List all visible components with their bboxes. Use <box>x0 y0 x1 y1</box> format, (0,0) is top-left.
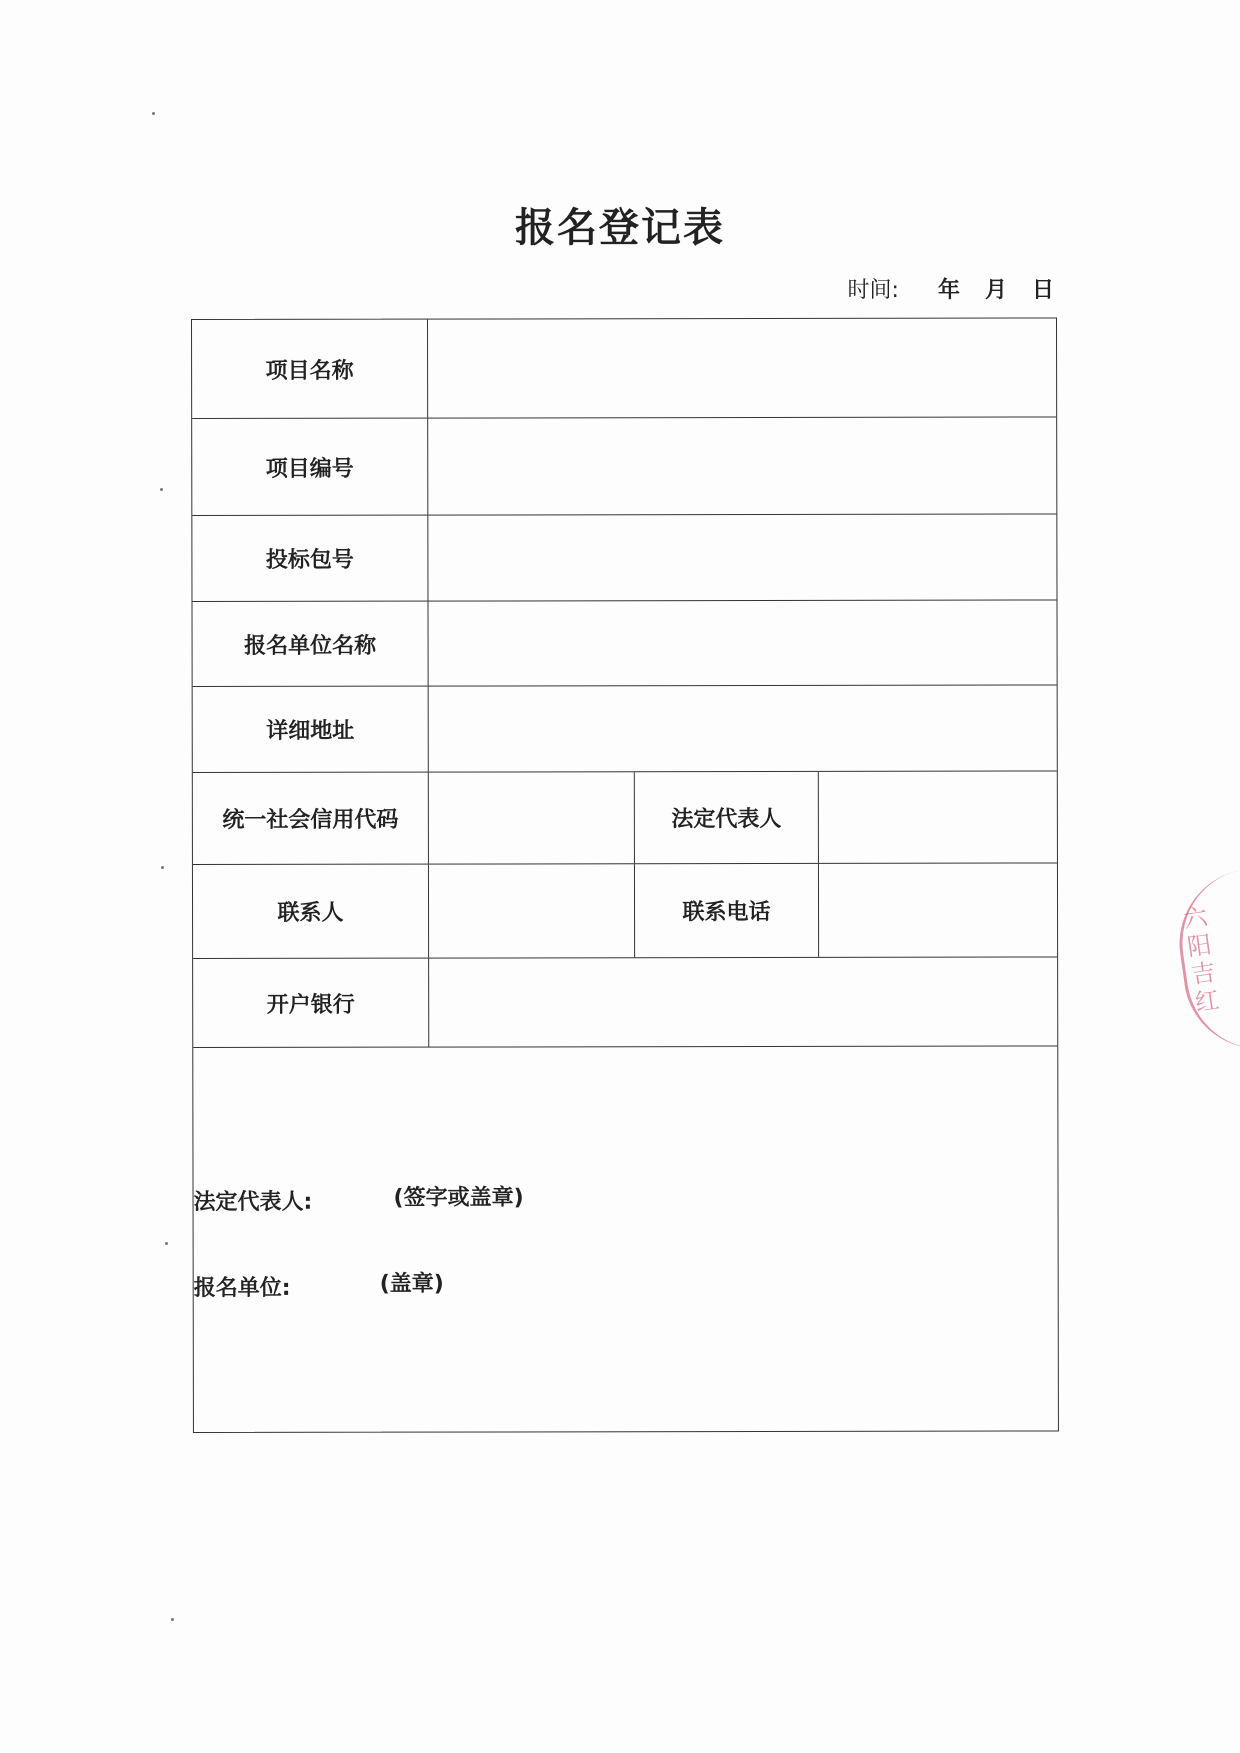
date-label: 时间: <box>847 278 899 303</box>
legal-rep-field[interactable] <box>819 771 1057 862</box>
signature-area <box>193 1046 1058 1432</box>
project-name-label: 项目名称 <box>192 320 428 418</box>
date-month: 月 <box>984 278 1007 303</box>
phone-label: 联系电话 <box>635 864 819 957</box>
row-bank <box>193 957 1057 1048</box>
row-address <box>193 685 1057 773</box>
legal-rep-signature-label: 法定代表人: <box>193 1189 313 1215</box>
address-field[interactable] <box>429 685 1057 771</box>
unit-seal-label: 报名单位: <box>193 1275 291 1301</box>
scan-speck <box>160 488 163 491</box>
seal-stamp-text: 六阳吉红 <box>1177 903 1221 1019</box>
contact-label: 联系人 <box>193 865 429 958</box>
registration-form <box>191 317 1059 1433</box>
legal-rep-label: 法定代表人 <box>635 772 819 863</box>
row-contact <box>193 863 1057 959</box>
scan-speck <box>161 866 164 869</box>
scan-speck <box>171 1618 174 1621</box>
row-project-number <box>192 417 1056 516</box>
row-bid-package <box>192 514 1056 602</box>
credit-code-label: 统一社会信用代码 <box>193 773 429 864</box>
applicant-name-label: 报名单位名称 <box>192 602 428 686</box>
address-label: 详细地址 <box>193 687 429 772</box>
bid-package-label: 投标包号 <box>192 516 428 601</box>
row-project-name <box>192 318 1056 419</box>
row-applicant-name <box>192 600 1056 687</box>
credit-code-field[interactable] <box>429 772 635 863</box>
row-credit-code <box>193 771 1057 865</box>
page-title: 报名登记表 <box>515 205 725 251</box>
unit-seal-note: (盖章) <box>379 1271 444 1297</box>
project-number-field[interactable] <box>428 417 1056 514</box>
legal-rep-signature-line <box>193 1185 524 1216</box>
phone-field[interactable] <box>819 863 1057 956</box>
bank-field[interactable] <box>429 957 1057 1046</box>
unit-seal-line <box>193 1271 444 1302</box>
scan-speck <box>152 112 155 115</box>
date-line <box>848 273 1054 304</box>
applicant-name-field[interactable] <box>428 600 1056 685</box>
date-year: 年 <box>937 278 960 303</box>
contact-field[interactable] <box>429 864 635 957</box>
scan-speck <box>165 1242 168 1245</box>
bank-label: 开户银行 <box>193 959 429 1047</box>
date-day: 日 <box>1031 278 1054 303</box>
legal-rep-signature-note: (签字或盖章) <box>393 1185 524 1211</box>
project-name-field[interactable] <box>428 318 1056 417</box>
project-number-label: 项目编号 <box>192 419 428 515</box>
bid-package-field[interactable] <box>428 514 1056 600</box>
